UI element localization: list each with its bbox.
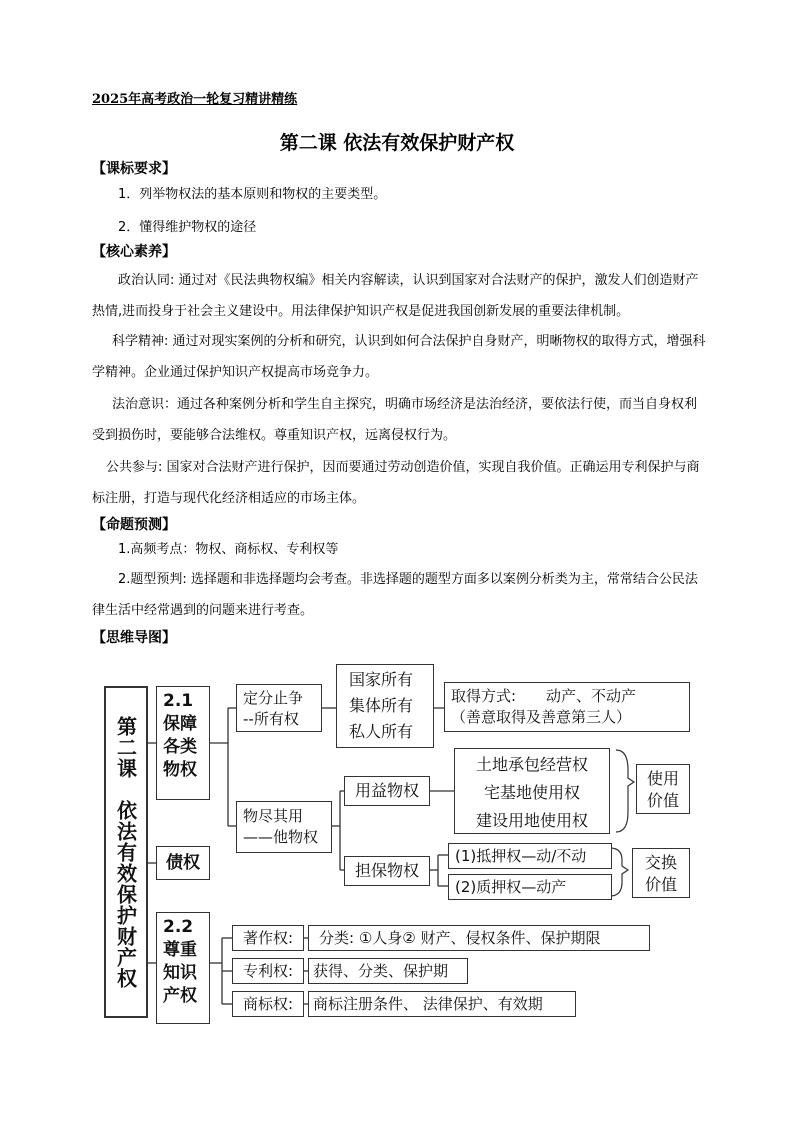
- section-heading-standards: 【课标要求】: [92, 161, 176, 177]
- acquire-method-box: 取得方式: 动产、不动产 （善意取得及善意第三人）: [444, 682, 690, 732]
- copyright-label: 著作权:: [232, 925, 304, 951]
- series-title: 2025年高考政治一轮复习精讲精练: [92, 92, 298, 107]
- section-heading-mindmap: 【思维导图】: [92, 630, 176, 646]
- section-2-2-box: 2.2 尊重 知识 产权: [156, 912, 210, 1024]
- section-heading-literacy: 【核心素养】: [92, 244, 176, 260]
- section-2-1-box: 2.1 保障 各类 物权: [156, 686, 210, 800]
- usufruct-box: 用益物权: [344, 776, 430, 806]
- trademark-detail: 商标注册条件、 法律保护、有效期: [308, 991, 576, 1017]
- other-rights-box: 物尽其用 ——他物权: [236, 801, 332, 853]
- copyright-detail: 分类: ①人身② 财产、侵权条件、保护期限: [308, 925, 650, 951]
- mortgage-box: (1)抵押权—动/不动: [448, 843, 612, 869]
- ownership-box: 定分止争 --所有权: [236, 684, 322, 732]
- mindmap-root: 第二课 依法有效保护财产权: [104, 686, 148, 1018]
- literacy-participation: 公共参与: 国家对合法财产进行保护，因而要通过劳动创造价值，实现自我价值。正确运用专利保护与商标注册，打造与现代化经济相适应的市场主体。: [92, 460, 700, 506]
- literacy-political: 政治认同: 通过对《民法典物权编》相关内容解读，认识到国家对合法财产的保护，激发人们创造财产热情,进而投身于社会主义建设中。用法律保护知识产权是促进我国创新发展的重要法律机制。: [92, 273, 699, 319]
- debt-box: 债权: [156, 846, 210, 880]
- patent-detail: 获得、分类、保护期: [308, 958, 468, 984]
- security-box: 担保物权: [344, 856, 430, 886]
- page-title: 第二课 依法有效保护财产权: [279, 132, 515, 154]
- prediction-points: 1.高频考点：物权、商标权、专利权等: [118, 542, 339, 557]
- use-value-box: 使用 价值: [636, 764, 690, 814]
- patent-label: 专利权:: [232, 958, 304, 984]
- exchange-value-box: 交换 价值: [632, 848, 690, 898]
- literacy-science: 科学精神: 通过对现实案例的分析和研究，认识到如何合法保护自身财产，明晰物权的取得方式，增强科学精神。企业通过保护知识产权提高市场竞争力。: [92, 334, 706, 380]
- prediction-types: 2.题型预判: 选择题和非选择题均会考查。非选择题的题型方面多以案例分析类为主，常常结合公民法律生活中经常遇到的问题来进行考查。: [92, 572, 698, 618]
- pledge-box: (2)质押权—动产: [448, 874, 612, 900]
- literacy-law: 法治意识：通过各种案例分析和学生自主探究，明确市场经济是法治经济，要依法行使，而当自身权利受到损伤时，要能够合法维权。尊重知识产权，远离侵权行为。: [92, 397, 698, 443]
- owners-box: 国家所有 集体所有 私人所有: [336, 664, 434, 748]
- section-heading-prediction: 【命题预测】: [92, 517, 176, 533]
- standard-item-2: 2．懂得维护物权的途径: [118, 220, 257, 235]
- usufruct-items-box: 土地承包经营权 宅基地使用权 建设用地使用权: [454, 748, 610, 834]
- trademark-label: 商标权:: [232, 991, 304, 1017]
- standard-item-1: 1．列举物权法的基本原则和物权的主要类型。: [118, 187, 387, 202]
